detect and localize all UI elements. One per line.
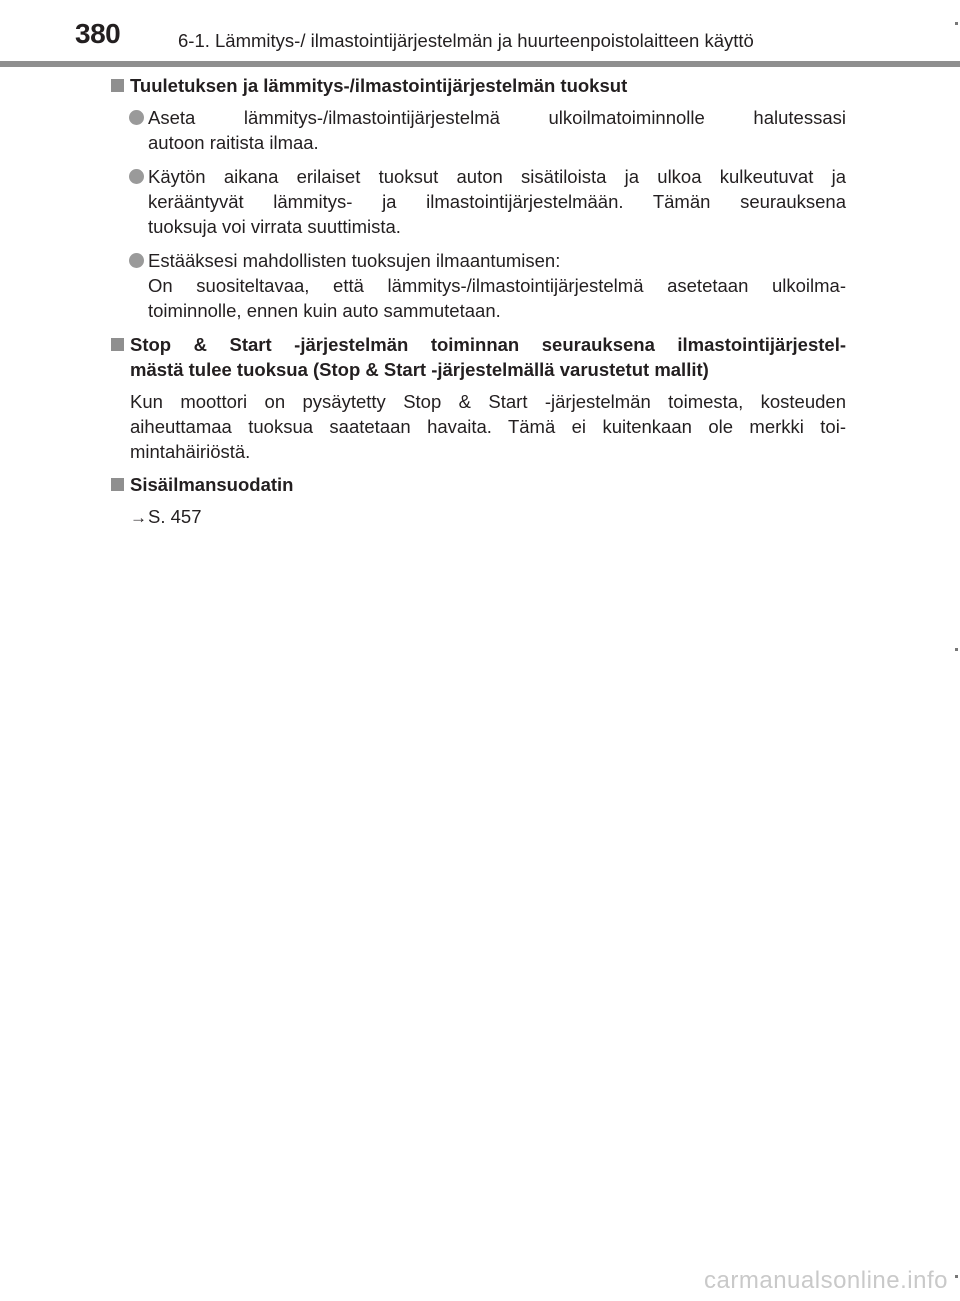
section-heading-stop-start xyxy=(110,332,846,382)
stop-start-paragraph xyxy=(110,389,846,464)
bullet-line: toiminnolle, ennen kuin auto sammutetaan. xyxy=(148,300,501,321)
paragraph-line: aiheuttamaa tuoksua saatetaan havaita. Tämä ei kuitenkaan ole merkki toi- xyxy=(130,416,846,437)
crop-mark xyxy=(955,1275,958,1278)
bullet-line: autoon raitista ilmaa. xyxy=(148,132,319,153)
bullet-line: Käytön aikana erilaiset tuoksut auton sisätiloista ja ulkoa kulkeutuvat ja xyxy=(148,166,846,187)
bullet-line: Aseta lämmitys-/ilmastointijärjestelmä ulkoilmatoiminnolle halutessasi xyxy=(148,107,846,128)
section-heading-cabin-filter xyxy=(110,472,846,497)
circle-bullet-icon xyxy=(129,169,144,184)
section-heading-text: Sisäilmansuodatin xyxy=(130,474,294,495)
bullet-line: kerääntyvät lämmitys- ja ilmastointijärjestelmään. Tämän seurauksena xyxy=(148,191,846,212)
bullet-line: On suositeltavaa, että lämmitys-/ilmastointijärjestelmä asetetaan ulkoilma- xyxy=(148,275,846,296)
bullet-item xyxy=(110,164,846,239)
circle-bullet-icon xyxy=(129,253,144,268)
page-reference[interactable] xyxy=(110,504,846,530)
square-bullet-icon xyxy=(111,79,124,92)
square-bullet-icon xyxy=(111,338,124,351)
paragraph-line: Kun moottori on pysäytetty Stop & Start -järjestelmän toimesta, kosteuden xyxy=(130,391,846,412)
heading-line: Stop & Start -järjestelmän toiminnan seurauksena ilmastointijärjestel- xyxy=(130,334,846,355)
watermark: carmanualsonline.info xyxy=(704,1267,948,1294)
page-content xyxy=(110,73,846,530)
page-number: 380 xyxy=(75,18,121,49)
section-heading-odors xyxy=(110,73,846,98)
arrow-right-icon: → xyxy=(130,508,147,527)
circle-bullet-icon xyxy=(129,110,144,125)
bullet-line: tuoksuja voi virrata suuttimista. xyxy=(148,216,401,237)
heading-line: mästä tulee tuoksua (Stop & Start -järjestelmällä varustetut mallit) xyxy=(130,359,709,380)
header-rule xyxy=(0,61,960,67)
section-heading-text: Tuuletuksen ja lämmitys-/ilmastointijärjestelmän tuoksut xyxy=(130,75,628,96)
square-bullet-icon xyxy=(111,478,124,491)
bullet-line: Estääksesi mahdollisten tuoksujen ilmaantumisen: xyxy=(148,250,561,271)
paragraph-line: mintahäiriöstä. xyxy=(130,441,251,462)
bullet-item xyxy=(110,105,846,155)
crop-mark xyxy=(955,648,958,651)
chapter-title: 6-1. Lämmitys-/ ilmastointijärjestelmän ja huurteenpoistolaitteen käyttö xyxy=(178,30,754,51)
bullet-item xyxy=(110,248,846,323)
page-reference-text[interactable]: S. 457 xyxy=(148,506,202,527)
crop-mark xyxy=(955,22,958,25)
